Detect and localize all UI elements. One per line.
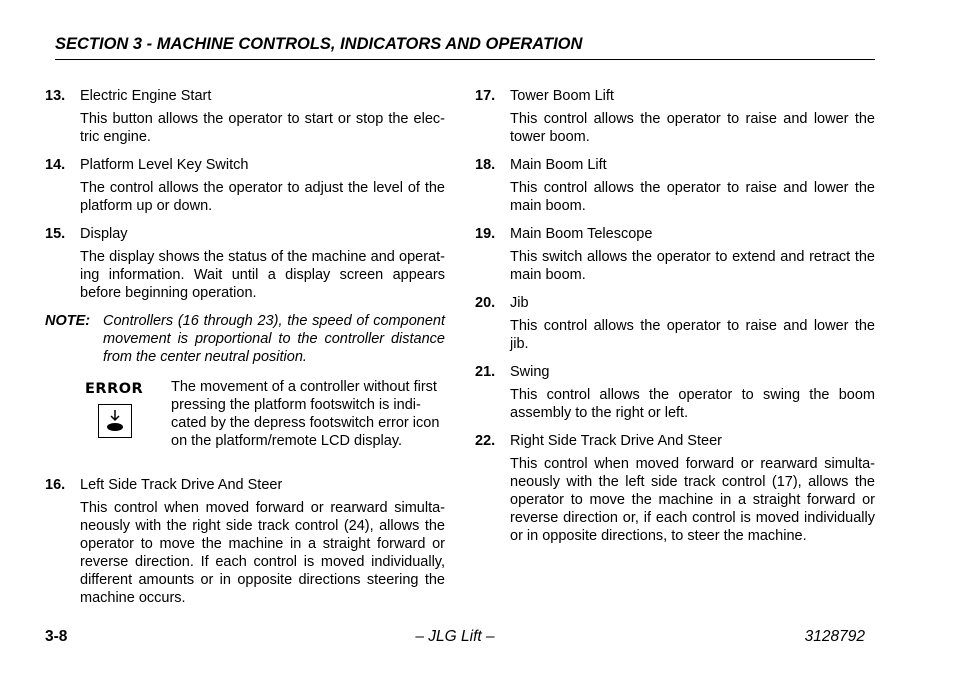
- note: [45, 312, 445, 366]
- item-description: This control allows the operator to raise and lower the tower boom.: [510, 111, 875, 145]
- item-number: 22.: [475, 433, 496, 449]
- item-number: 19.: [475, 226, 496, 242]
- item-title: Jib: [510, 295, 529, 311]
- item-title: Main Boom Lift: [510, 157, 607, 173]
- item-title: Electric Engine Start: [80, 88, 212, 104]
- item-description: The control allows the operator to adjust the level of the platform up or down.: [80, 180, 445, 214]
- note-label: NOTE:: [45, 313, 91, 329]
- list-item: [45, 156, 445, 215]
- list-item: [475, 294, 875, 353]
- item-description: This control allows the operator to swing the boom assembly to the right or left.: [510, 387, 875, 421]
- depress-footswitch-icon: [98, 404, 132, 438]
- item-description: This control allows the operator to raise and lower the main boom.: [510, 180, 875, 214]
- item-number: 18.: [475, 157, 496, 173]
- item-title: Left Side Track Drive And Steer: [80, 477, 283, 493]
- document-number: 3128792: [804, 628, 865, 645]
- item-number: 14.: [45, 157, 66, 173]
- item-title: Swing: [510, 364, 550, 380]
- list-item: [45, 225, 445, 302]
- item-number: 17.: [475, 88, 496, 104]
- error-indicator: [85, 378, 171, 450]
- right-column: [475, 87, 875, 555]
- item-number: 20.: [475, 295, 496, 311]
- page-number: 3-8: [45, 628, 68, 645]
- error-text: The movement of a controller without first pressing the platform footswitch is indi-cated by the depress footswitch error icon on the platform/remote LCD display.: [171, 379, 440, 449]
- item-description: This switch allows the operator to extend and retract the main boom.: [510, 249, 875, 283]
- list-item: [45, 87, 445, 146]
- list-item: [475, 156, 875, 215]
- item-description: This control allows the operator to raise and lower the jib.: [510, 318, 875, 352]
- list-item: [475, 87, 875, 146]
- item-description: This control when moved forward or rearward simulta-neously with the right side track control (24), allows the operator to move the machine in a straight forward or reverse direction. If each control is moved individually, different amounts or in opposite directions steering the machine occurs.: [80, 500, 445, 606]
- note-text: Controllers (16 through 23), the speed of component movement is proportional to the controller distance from the center neutral position.: [103, 313, 445, 365]
- footer-brand: – JLG Lift –: [415, 628, 495, 645]
- item-title: Main Boom Telescope: [510, 226, 653, 242]
- error-callout: [85, 378, 445, 450]
- item-description: The display shows the status of the machine and operat-ing information. Wait until a display screen appears before beginning operation.: [80, 249, 445, 301]
- item-description: This button allows the operator to start or stop the elec-tric engine.: [80, 111, 445, 145]
- list-item: [475, 225, 875, 284]
- item-description: This control when moved forward or rearward simulta-neously with the left side track control (17), allows the operator to move the machine in a straight forward or reverse direction or, if each control is moved individually or in opposite directions, to steer the machine.: [510, 456, 875, 544]
- list-item: [45, 476, 445, 607]
- item-title: Platform Level Key Switch: [80, 157, 249, 173]
- page-footer: [45, 628, 865, 648]
- error-label: ERROR: [85, 381, 144, 397]
- section-header: SECTION 3 - MACHINE CONTROLS, INDICATORS AND OPERATION: [55, 35, 875, 60]
- item-title: Right Side Track Drive And Steer: [510, 433, 722, 449]
- item-title: Display: [80, 226, 128, 242]
- left-column: [45, 87, 445, 617]
- item-number: 13.: [45, 88, 66, 104]
- item-number: 15.: [45, 226, 66, 242]
- list-item: [475, 432, 875, 545]
- item-number: 21.: [475, 364, 496, 380]
- item-title: Tower Boom Lift: [510, 88, 614, 104]
- list-item: [475, 363, 875, 422]
- item-number: 16.: [45, 477, 66, 493]
